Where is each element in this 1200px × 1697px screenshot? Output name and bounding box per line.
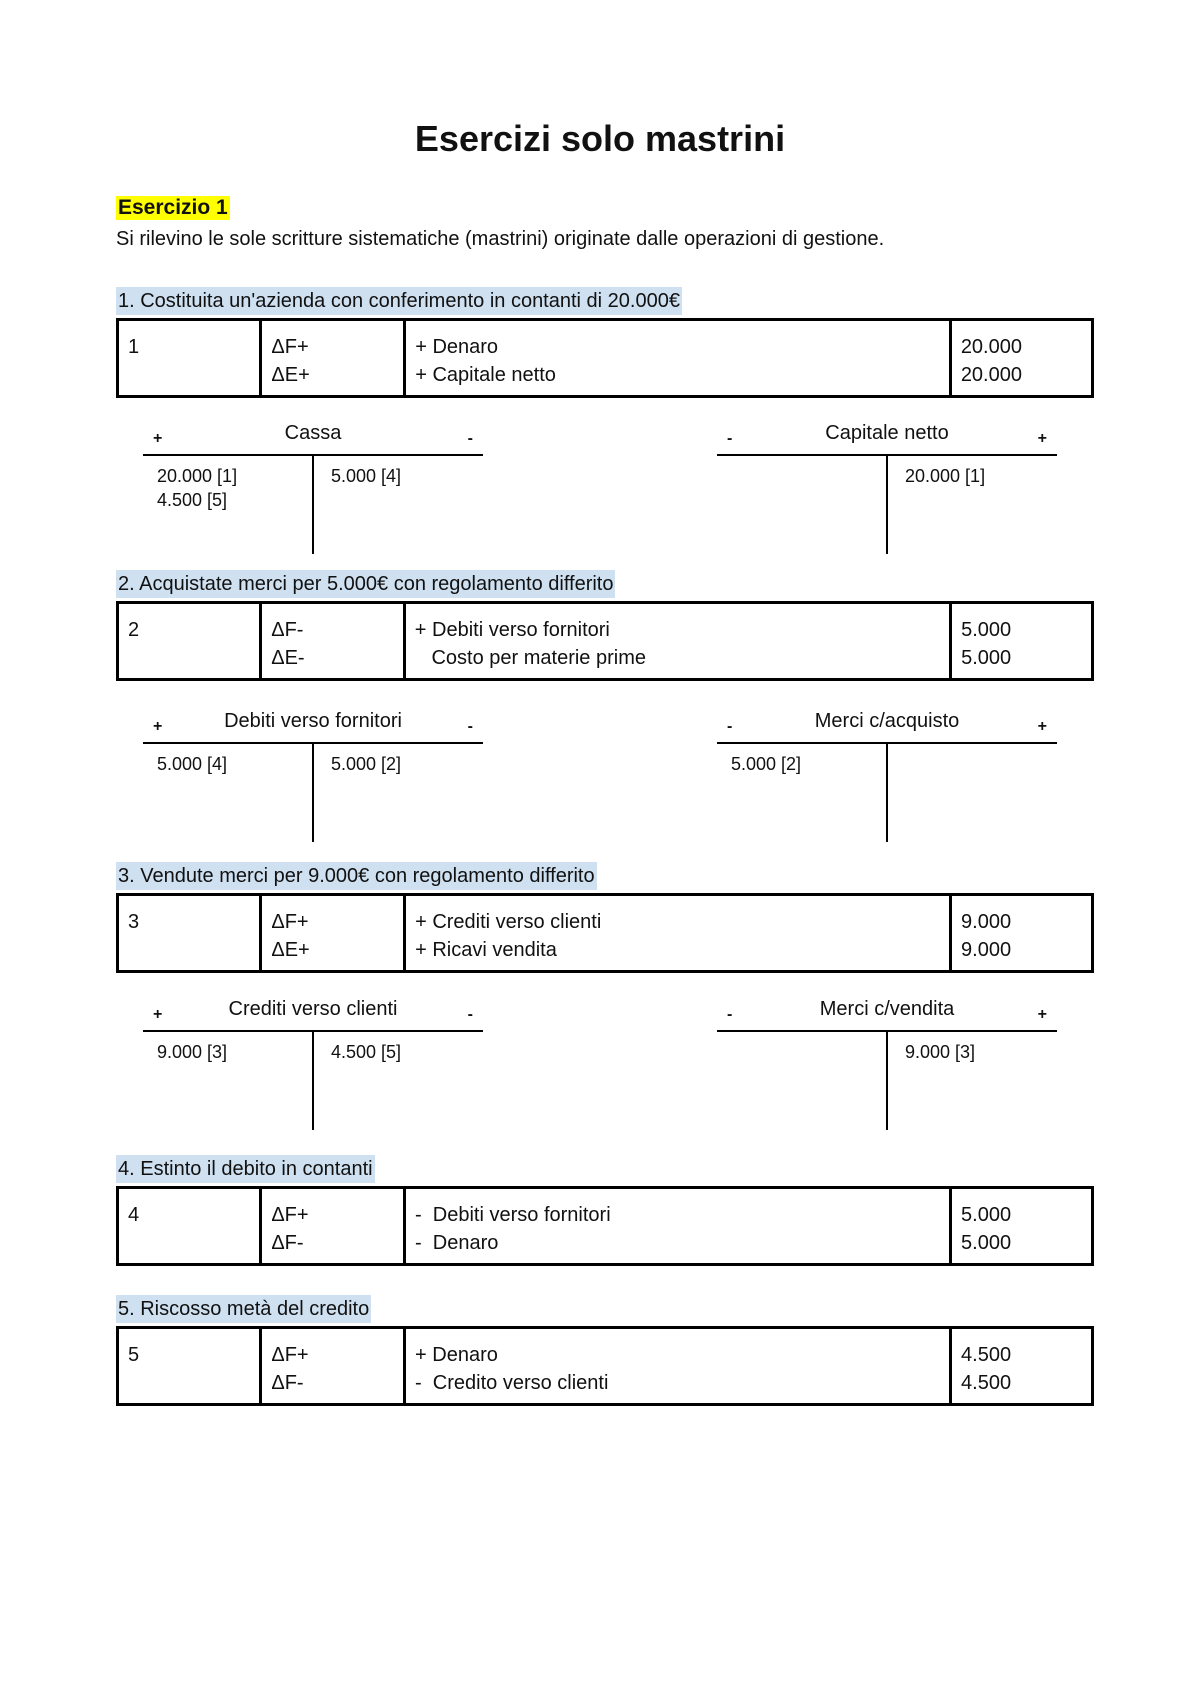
ledger-name: Debiti verso fornitori: [224, 710, 402, 732]
exercise-label: Esercizio 1: [118, 196, 228, 219]
operation-heading-5: 5. Riscosso metà del credito: [116, 1295, 371, 1323]
ledger-entry: 20.000 [1]: [157, 466, 238, 486]
entry-amounts: [950, 320, 1092, 397]
ledger-left-column: [157, 752, 227, 776]
ledger-sign-left: -: [727, 718, 733, 735]
ledger-left-column: [731, 752, 801, 776]
entry-descriptions: [405, 1188, 951, 1265]
ledger-divider: [886, 454, 888, 554]
amount-line: 5.000: [961, 619, 1012, 641]
ledger-right-column: [331, 1040, 401, 1064]
entry-variations: [261, 320, 405, 397]
ledger-right-column: [905, 464, 985, 488]
amount-line: 9.000: [961, 911, 1012, 933]
ledger-left-column: [157, 1040, 227, 1064]
ledger-divider: [312, 454, 314, 554]
page-title: Esercizi solo mastrini: [414, 118, 786, 159]
amount-line: 9.000: [961, 939, 1012, 961]
entry-number: 5: [118, 1328, 261, 1405]
variation-line: ΔE-: [271, 647, 305, 669]
ledger-entry: 5.000 [2]: [331, 754, 402, 774]
variation-line: ΔF+: [271, 336, 309, 358]
description-line: Costo per materie prime: [414, 647, 646, 669]
ledger-entry: 4.500 [5]: [157, 490, 228, 510]
ledger-name: Cassa: [284, 422, 342, 444]
entry-descriptions: [405, 895, 951, 972]
ledger-right-column: [905, 1040, 975, 1064]
entry-descriptions: [404, 603, 950, 680]
ledger-sign-right: -: [467, 1006, 473, 1023]
ledger-entry: 9.000 [3]: [905, 1042, 976, 1062]
journal-entry-2: [116, 601, 1094, 681]
description-line: - Credito verso clienti: [415, 1372, 609, 1394]
ledger-left-column: [157, 464, 237, 512]
description-line: - Denaro: [415, 1232, 499, 1254]
description-line: + Debiti verso fornitori: [414, 619, 610, 641]
ledger-right-column: [331, 464, 401, 488]
description-line: - Debiti verso fornitori: [415, 1204, 611, 1226]
entry-amounts: [951, 1328, 1093, 1405]
ledger-entry: 20.000 [1]: [905, 466, 986, 486]
ledger-sign-left: +: [153, 718, 163, 735]
variation-line: ΔF+: [271, 1344, 309, 1366]
amount-line: 20.000: [960, 336, 1022, 358]
ledger-sign-right: +: [1037, 718, 1047, 735]
operation-heading-1: 1. Costituita un'azienda con conferimento in contanti di 20.000€: [116, 287, 682, 315]
amount-line: 5.000: [961, 647, 1012, 669]
entry-number: 1: [118, 320, 261, 397]
operation-heading-2: 2. Acquistate merci per 5.000€ con regolamento differito: [116, 570, 615, 598]
operation-heading-4: 4. Estinto il debito in contanti: [116, 1155, 375, 1183]
variation-line: ΔF-: [271, 619, 304, 641]
journal-entry-4: [116, 1186, 1094, 1266]
amount-line: 5.000: [961, 1204, 1012, 1226]
variation-line: ΔE+: [271, 939, 310, 961]
entry-variations: [261, 1328, 405, 1405]
ledger-entry: 5.000 [4]: [157, 754, 228, 774]
ledger-merci-c-vendita: [717, 998, 1057, 1130]
amount-line: 4.500: [961, 1344, 1012, 1366]
variation-line: ΔE+: [271, 364, 310, 386]
ledger-name: Merci c/acquisto: [814, 710, 960, 732]
amount-line: 5.000: [961, 1232, 1012, 1254]
description-line: + Ricavi vendita: [415, 939, 557, 961]
ledger-divider: [886, 1030, 888, 1130]
ledger-merci-c-acquisto: [717, 710, 1057, 842]
exercise-intro: Si rilevino le sole scritture sistematiche (mastrini) originate dalle operazioni di gestione.: [116, 228, 885, 250]
entry-variations: [261, 1188, 405, 1265]
description-line: + Crediti verso clienti: [415, 911, 602, 933]
entry-variations: [261, 603, 405, 680]
entry-number: 2: [118, 603, 261, 680]
ledger-debiti-verso-fornitori: [143, 710, 483, 842]
entry-number: 3: [118, 895, 261, 972]
entry-amounts: [951, 603, 1093, 680]
ledger-crediti-verso-clienti: [143, 998, 483, 1130]
entry-variations: [261, 895, 405, 972]
journal-entry-1: [116, 318, 1094, 398]
variation-line: ΔF+: [271, 1204, 309, 1226]
ledger-name: Crediti verso clienti: [228, 998, 398, 1020]
ledger-sign-left: -: [727, 430, 733, 447]
journal-entry-5: [116, 1326, 1094, 1406]
ledger-divider: [312, 1030, 314, 1130]
ledger-right-column: [331, 752, 401, 776]
journal-entry-3: [116, 893, 1094, 973]
ledger-sign-right: +: [1037, 1006, 1047, 1023]
variation-line: ΔF-: [271, 1372, 304, 1394]
entry-number: 4: [118, 1188, 261, 1265]
entry-amounts: [951, 895, 1093, 972]
amount-line: 20.000: [960, 364, 1022, 386]
ledger-capitale-netto: [717, 422, 1057, 554]
ledger-sign-right: -: [467, 430, 473, 447]
description-line: + Capitale netto: [415, 364, 556, 386]
entry-amounts: [951, 1188, 1093, 1265]
ledger-sign-right: +: [1037, 430, 1047, 447]
variation-line: ΔF-: [271, 1232, 304, 1254]
ledger-cassa: [143, 422, 483, 554]
description-line: + Denaro: [415, 336, 499, 358]
ledger-sign-left: +: [153, 1006, 163, 1023]
ledger-name: Capitale netto: [825, 422, 949, 444]
ledger-sign-left: -: [727, 1006, 733, 1023]
amount-line: 4.500: [961, 1372, 1012, 1394]
ledger-divider: [312, 742, 314, 842]
ledger-divider: [886, 742, 888, 842]
ledger-entry: 4.500 [5]: [331, 1042, 402, 1062]
ledger-name: Merci c/vendita: [819, 998, 955, 1020]
entry-descriptions: [405, 1328, 951, 1405]
ledger-entry: 5.000 [2]: [731, 754, 802, 774]
description-line: + Denaro: [415, 1344, 498, 1366]
variation-line: ΔF+: [271, 911, 309, 933]
ledger-entry: 5.000 [4]: [331, 466, 402, 486]
ledger-sign-left: +: [153, 430, 163, 447]
ledger-sign-right: -: [467, 718, 473, 735]
entry-descriptions: [405, 320, 951, 397]
operation-heading-3: 3. Vendute merci per 9.000€ con regolamento differito: [116, 862, 597, 890]
ledger-entry: 9.000 [3]: [157, 1042, 228, 1062]
